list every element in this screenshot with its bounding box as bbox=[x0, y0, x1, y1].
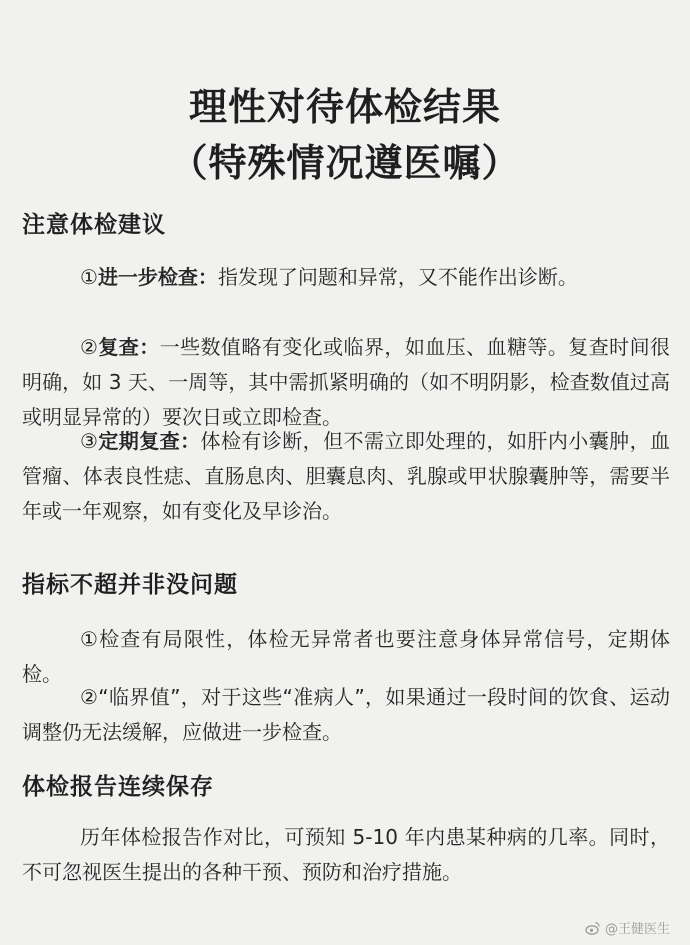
page-subtitle: （特殊情况遵医嘱） bbox=[169, 141, 521, 185]
item-marker: ② bbox=[80, 685, 99, 709]
item-label: 进一步检查： bbox=[97, 265, 218, 289]
list-item bbox=[22, 424, 670, 529]
item-text: 检查有局限性，体检无异常者也要注意身体异常信号，定期体检。 bbox=[22, 627, 670, 686]
list-item bbox=[22, 680, 670, 750]
list-item bbox=[22, 260, 670, 295]
item-text: 历年体检报告作对比，可预知 5-10 年内患某种病的几率。同时，不可忽视医生提出的各种干预、预防和治疗措施。 bbox=[22, 825, 670, 884]
item-marker: ① bbox=[80, 265, 98, 289]
item-marker: ② bbox=[80, 335, 99, 359]
watermark bbox=[585, 918, 670, 937]
item-text: 指发现了问题和异常，又不能作出诊断。 bbox=[217, 265, 578, 289]
section-heading: 体检报告连续保存 bbox=[22, 774, 214, 800]
item-label: 复查： bbox=[98, 335, 160, 359]
item-text: 一些数值略有变化或临界，如血压、血糖等。复查时间很明确，如 3 天、一周等，其中需抓紧明确的（如不明阴影，检查数值过高或明显异常的）要次日或立即检查。 bbox=[22, 335, 671, 429]
item-text: “临界值”，对于这些“准病人”，如果通过一段时间的饮食、运动调整仍无法缓解，应做进一步检查。 bbox=[22, 685, 670, 744]
item-marker: ① bbox=[80, 627, 100, 651]
item-text: 体检有诊断，但不需立即处理的，如肝内小囊肿，血管瘤、体表良性痣、直肠息肉、胆囊息肉、乳腺或甲状腺囊肿等，需要半年或一年观察，如有变化及早诊治。 bbox=[22, 429, 671, 523]
section-heading: 注意体检建议 bbox=[22, 212, 166, 238]
list-item bbox=[22, 820, 670, 890]
page-title: 理性对待体检结果 bbox=[188, 85, 501, 129]
item-label: 定期复查： bbox=[98, 429, 201, 453]
watermark-text: @王健医生 bbox=[604, 922, 670, 937]
section-heading: 指标不超并非没问题 bbox=[22, 572, 238, 598]
list-item bbox=[22, 330, 670, 435]
item-marker: ③ bbox=[80, 429, 99, 453]
weibo-icon bbox=[585, 920, 601, 936]
